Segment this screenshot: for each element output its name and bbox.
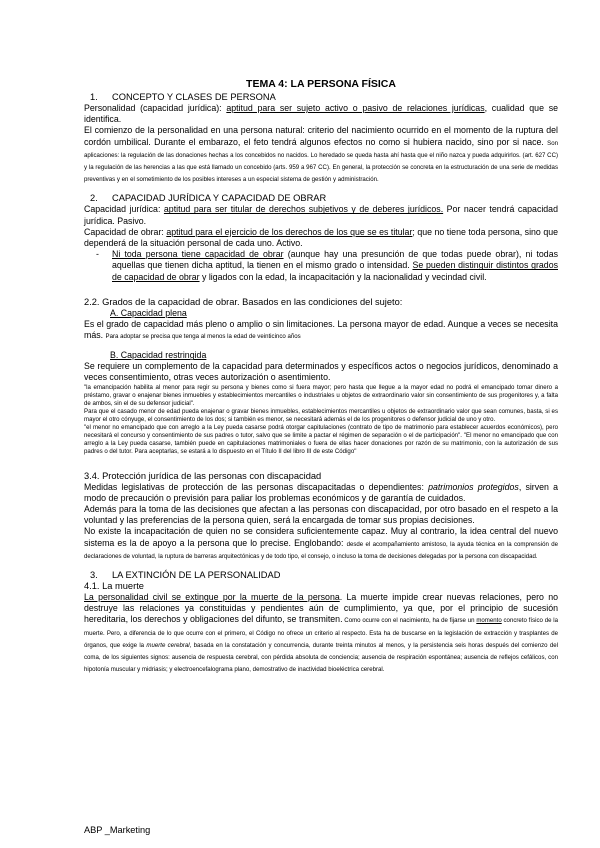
- capacidad-plena-paragraph: [84, 319, 558, 342]
- document-title: TEMA 4: LA PERSONA FÍSICA: [246, 78, 396, 90]
- bullet-text-2: y ligados con la edad, la incapacitación y la nacionalidad y vecindad civil.: [199, 271, 487, 282]
- section-1-title: CONCEPTO Y CLASES DE PERSONA: [112, 92, 276, 102]
- incapacitacion-text: No existe la incapacitación de quien no se considera suficientemente capaz. Muy al contrario, la idea central del nuevo sistema es la de apoyo a la persona que lo precise. Englobando:: [84, 526, 558, 548]
- muerte-underlined: La personalidad civil se extingue por la muerte de la persona: [84, 591, 340, 602]
- muerte-small-a: Como ocurre con el nacimiento, ha de fijarse un: [342, 617, 477, 625]
- medidas-tail: , sirven a modo de precaución o previsión para paliar los problemas económicos y de garantía de cuidados.: [84, 481, 558, 503]
- section-2-title: CAPACIDAD JURÍDICA Y CAPACIDAD DE OBRAR: [112, 193, 327, 204]
- bullet-text-1: (aunque hay una presunción de que todas puede obrar), ni todas aquellas que tienen dicha aptitud, la tienen en el mismo grado o intensidad.: [112, 249, 558, 271]
- capacidad-juridica-underlined: aptitud para ser titular de derechos subjetivos y de deberes jurídicos.: [163, 204, 444, 215]
- muerte-small-c: , basada en la constatación y concurrencia, durante treinta minutos al menos, y la persistencia seis horas después del comienzo del coma, de los siguientes signos: ausencia de respuesta cerebral, con pérdida absoluta de conciencia; ausencia de respiración espontánea; ausencia de reflejos cefálicos, con hipotonía muscular y midriasis; y electroencefalograma plano, demostrativo de inactividad bioeléctrica cerebral.: [84, 641, 558, 674]
- muerte-cerebral-italic: muerte cerebral: [146, 641, 190, 649]
- capacidad-bullet-list: [84, 249, 558, 283]
- document-page: [84, 78, 558, 675]
- capacidad-obrar-label: Capacidad de obrar:: [84, 226, 167, 237]
- casado-menor-paragraph: Para que el casado menor de edad pueda enajenar o gravar bienes inmuebles, establecimientos mercantiles u objetos de extraordinario valor que sean comunes, basta, si es mayor el otro cónyuge, el consentimiento de los dos; si también es menor, se necesitará además el de los progenitores o defensor judicial de uno y otro.: [84, 407, 558, 424]
- capacidad-plena-text: Es el grado de capacidad más pleno o amplio o sin limitaciones. La persona mayor de edad. Aunque a veces se necesita más.: [84, 318, 558, 341]
- capacidad-juridica-tail: Por nacer tendrá capacidad jurídica. Pasivo.: [84, 204, 558, 226]
- muerte-small-b: concreto físico de la muerte. Pero, a diferencia de lo que ocurre con el primero, el Código no ofrece un criterio al respecto. Esta ha de buscarse en la legislación de extracción y trasplantes de órganos, que exige la: [84, 617, 559, 649]
- capacidad-restringida-paragraph: Se requiere un complemento de la capacidad para determinados y específicos actos o negocios jurídicos, denominado a veces consentimiento, otras veces autorización o asentimiento.: [84, 361, 558, 383]
- capacidad-plena-heading: A. Capacidad plena: [110, 307, 187, 318]
- capacidad-juridica-label: Capacidad jurídica:: [84, 204, 164, 215]
- section-3-4-heading: 3.4. Protección jurídica de las personas con discapacidad: [84, 470, 322, 481]
- section-3-title: LA EXTINCIÓN DE LA PERSONALIDAD: [112, 569, 281, 580]
- momento-underlined: momento: [476, 617, 502, 625]
- patrimonios-protegidos-italic: patrimonios protegidos: [428, 481, 519, 492]
- capitulaciones-quote: "el menor no emancipado que con arreglo a la Ley pueda casarse podrá otorgar capitulaciones (contrato de tipo de matrimonio para establecer acuerdos económicos), pero necesitará el concurso y consentimiento de sus padres o tutor, salvo que se limite a pactar el régimen de separación o el de participación". "El menor no emancipado que con arreglo a la Ley pueda casarse, también puede en capitulaciones matrimoniales o fuera de ellas hacer donaciones por razón de su matrimonio, con la autorización de sus padres o del tutor. Para aceptarlas, se estará a lo dispuesto en el Título II del libro III de este Código": [84, 424, 558, 456]
- personalidad-tail: , cualidad que se identifica.: [84, 103, 558, 125]
- section-3-heading: [84, 570, 558, 580]
- personalidad-definition: [84, 103, 558, 125]
- medidas-legislativas-paragraph: [84, 482, 558, 504]
- emancipacion-quote: "la emancipación habilita al menor para regir su persona y bienes como si fuera mayor; pero hasta que llegue a la mayor edad no podrá el emancipado tomar dinero a préstamo, gravar o enajenar bienes inmuebles y establecimientos mercantiles o industriales u objetos de extraordinario valor sin consentimiento de sus progenitores y, a falta de ambos, sin el de su defensor judicial".: [84, 383, 558, 407]
- comienzo-personalidad-paragraph: [84, 125, 558, 185]
- medidas-text: Medidas legislativas de protección de las personas discapacitadas o dependientes:: [84, 481, 429, 492]
- section-1-heading: [84, 92, 558, 102]
- section-4-1-heading: 4.1. La muerte: [84, 580, 144, 591]
- bullet-underlined-1: Ni toda persona tiene capacidad de obrar: [112, 249, 284, 260]
- muerte-text: . La muerte impide crear nuevas relaciones, pero no destruye las relaciones ya constituidas y pendientes aún de cumplimiento, ya que, por el principio de sucesión hereditaria, los derechos y obligaciones del difunto, se transmiten.: [84, 591, 558, 625]
- section-2-2-heading: 2.2. Grados de la capacidad de obrar. Basados en las condiciones del sujeto:: [84, 296, 403, 307]
- capacidad-plena-small-text: Para adoptar se precisa que tenga al menos la edad de veinticinco años: [105, 333, 301, 341]
- personalidad-label: Personalidad (capacidad jurídica):: [84, 103, 227, 113]
- capacidad-restringida-heading: B. Capacidad restringida: [110, 350, 207, 361]
- section-3-number: 3.: [90, 569, 98, 580]
- capacidad-juridica-paragraph: [84, 204, 558, 226]
- comienzo-text: El comienzo de la personalidad en una persona natural: criterio del nacimiento ocurrido en el momento de la ruptura del cordón umbilical. Durante el embarazo, el feto tendrá algunos efectos no como si hubiera nacido, sino por si nace.: [84, 125, 558, 147]
- section-1-number: 1.: [90, 92, 98, 102]
- comienzo-small-text: Son aplicaciones: la regulación de las donaciones hechas a los concebidos no nacidos. Lo heredado se queda hasta ahí hasta que el niño nazca y pueda adquirirlos. (art. 627 CC) y la regulación de las herencias a las que está llamado un concebido (arts. 959 a 967 CC). En general, la protección se concreta en la estructuración de una serie de medidas preventivas y en el sometimiento de los posibles intereses a un especial sistema de gestión y administración.: [84, 139, 558, 184]
- list-item: [112, 249, 558, 283]
- section-2-number: 2.: [90, 193, 98, 204]
- incapacitacion-paragraph: [84, 526, 558, 562]
- capacidad-obrar-paragraph: [84, 227, 558, 249]
- toma-decisiones-paragraph: Además para la toma de las decisiones que afectan a las personas con discapacidad, por otro basado en el respeto a la voluntad y las preferencias de la persona quien, será la encargada de tomar sus propias decisiones.: [84, 503, 558, 526]
- page-footer: ABP _Marketing: [84, 825, 151, 835]
- incapacitacion-small-text: desde el acompañamiento amistoso, la ayuda técnica en la comprensión de declaraciones de voluntad, la ruptura de barreras arquitectónicas y de todo tipo, el consejo, o incluso la toma de decisiones delegadas por la persona con discapacidad.: [84, 540, 558, 560]
- bullet-underlined-2: Se pueden distinguir distintos grados de capacidad de obrar: [112, 260, 558, 282]
- capacidad-obrar-underlined: aptitud para el ejercicio de los derechos de los que se es titular: [166, 226, 413, 237]
- personalidad-underlined: aptitud para ser sujeto activo o pasivo de relaciones jurídicas: [226, 103, 485, 113]
- capacidad-obrar-tail: ; que no tiene toda persona, sino que dependerá de la situación personal de cada uno. Activo.: [84, 226, 558, 249]
- section-2-heading: [84, 193, 558, 203]
- muerte-paragraph: [84, 592, 558, 675]
- muerte-small-text: [84, 617, 558, 673]
